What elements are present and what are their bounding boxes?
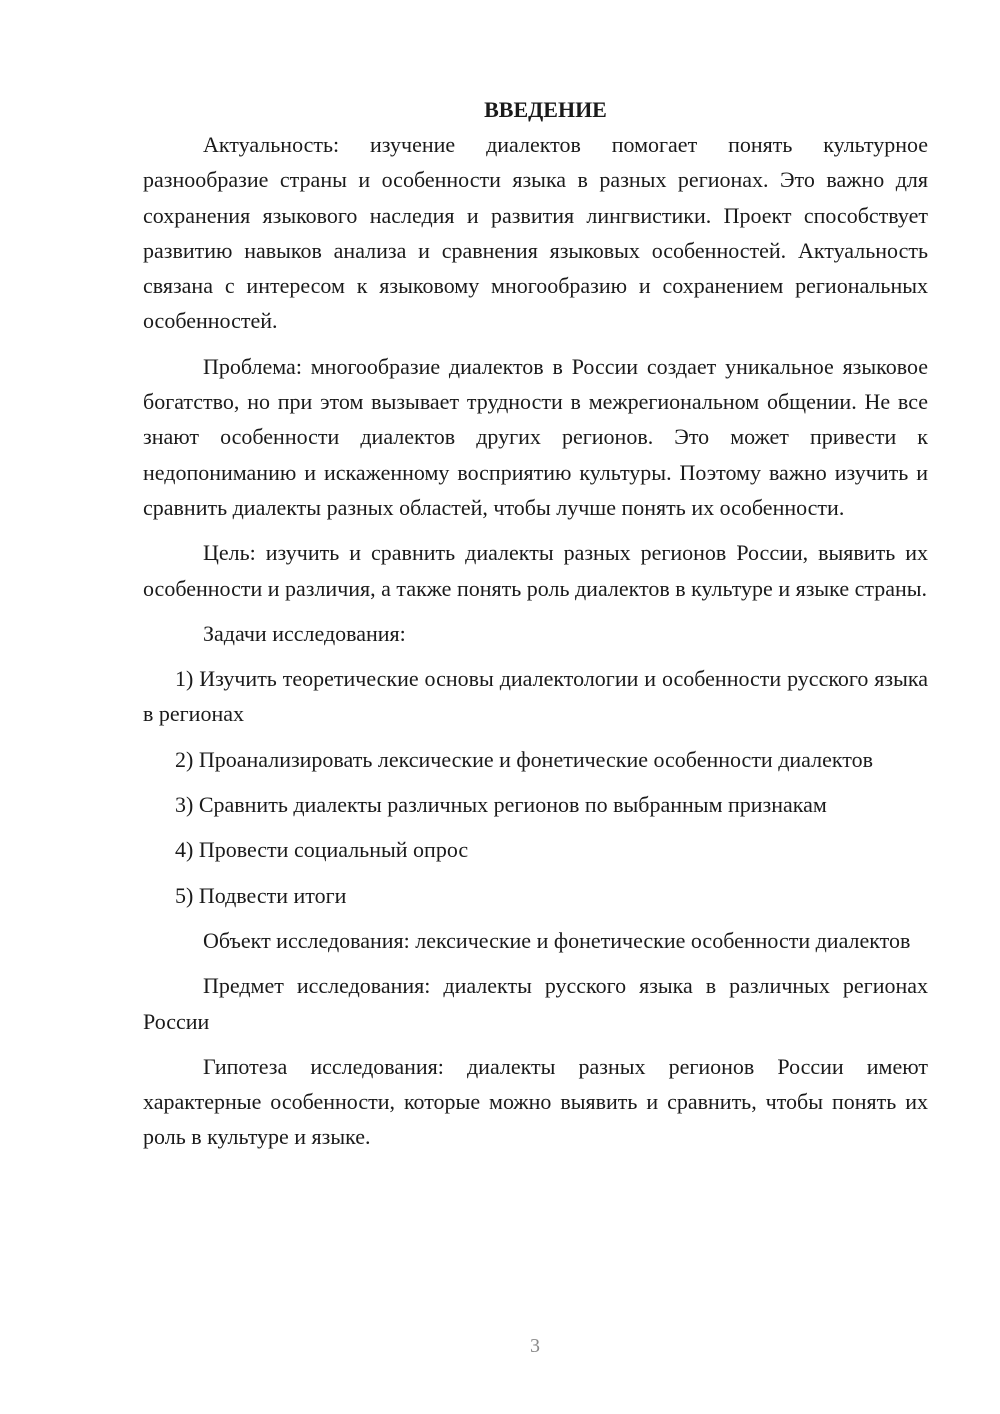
tasks-heading: Задачи исследования: xyxy=(203,620,406,646)
document-page xyxy=(143,92,928,1165)
goal-paragraph: Цель: изучить и сравнить диалекты разных регионов России, выявить их особенности и различия, а также понять роль диалектов в культуре и языке страны. xyxy=(143,540,928,601)
subject-paragraph: Предмет исследования: диалекты русского языка в различных регионах России xyxy=(143,973,928,1034)
task-item: 4) Провести социальный опрос xyxy=(175,837,469,863)
page-title: ВВЕДЕНИЕ xyxy=(484,97,607,122)
task-item: 2) Проанализировать лексические и фонетические особенности диалектов xyxy=(175,746,873,772)
hypothesis-paragraph: Гипотеза исследования: диалекты разных регионов России имеют характерные особенности, которые можно выявить и сравнить, чтобы понять их роль в культуре и языке. xyxy=(143,1053,928,1150)
task-item: 5) Подвести итоги xyxy=(175,882,347,908)
problem-paragraph: Проблема: многообразие диалектов в России создает уникальное языковое богатство, но при этом вызывает трудности в межрегиональном общении. Не все знают особенности диалектов других регионов. Это может привести к недопониманию и искаженному восприятию культуры. Поэтому важно изучить и сравнить диалекты разных областей, чтобы лучше понять их особенности. xyxy=(143,353,928,520)
task-item: 3) Сравнить диалекты различных регионов по выбранным признакам xyxy=(175,792,827,818)
page-number: 3 xyxy=(530,1335,540,1357)
task-item: 1) Изучить теоретические основы диалектологии и особенности русского языка в регионах xyxy=(143,666,928,727)
relevance-paragraph: Актуальность: изучение диалектов помогает понять культурное разнообразие страны и особенности языка в разных регионах. Это важно для сохранения языкового наследия и развития лингвистики. Проект способствует развитию навыков анализа и сравнения языковых особенностей. Актуальность связана с интересом к языковому многообразию и сохранением региональных особенностей. xyxy=(143,132,928,334)
object-paragraph: Объект исследования: лексические и фонетические особенности диалектов xyxy=(203,927,911,953)
